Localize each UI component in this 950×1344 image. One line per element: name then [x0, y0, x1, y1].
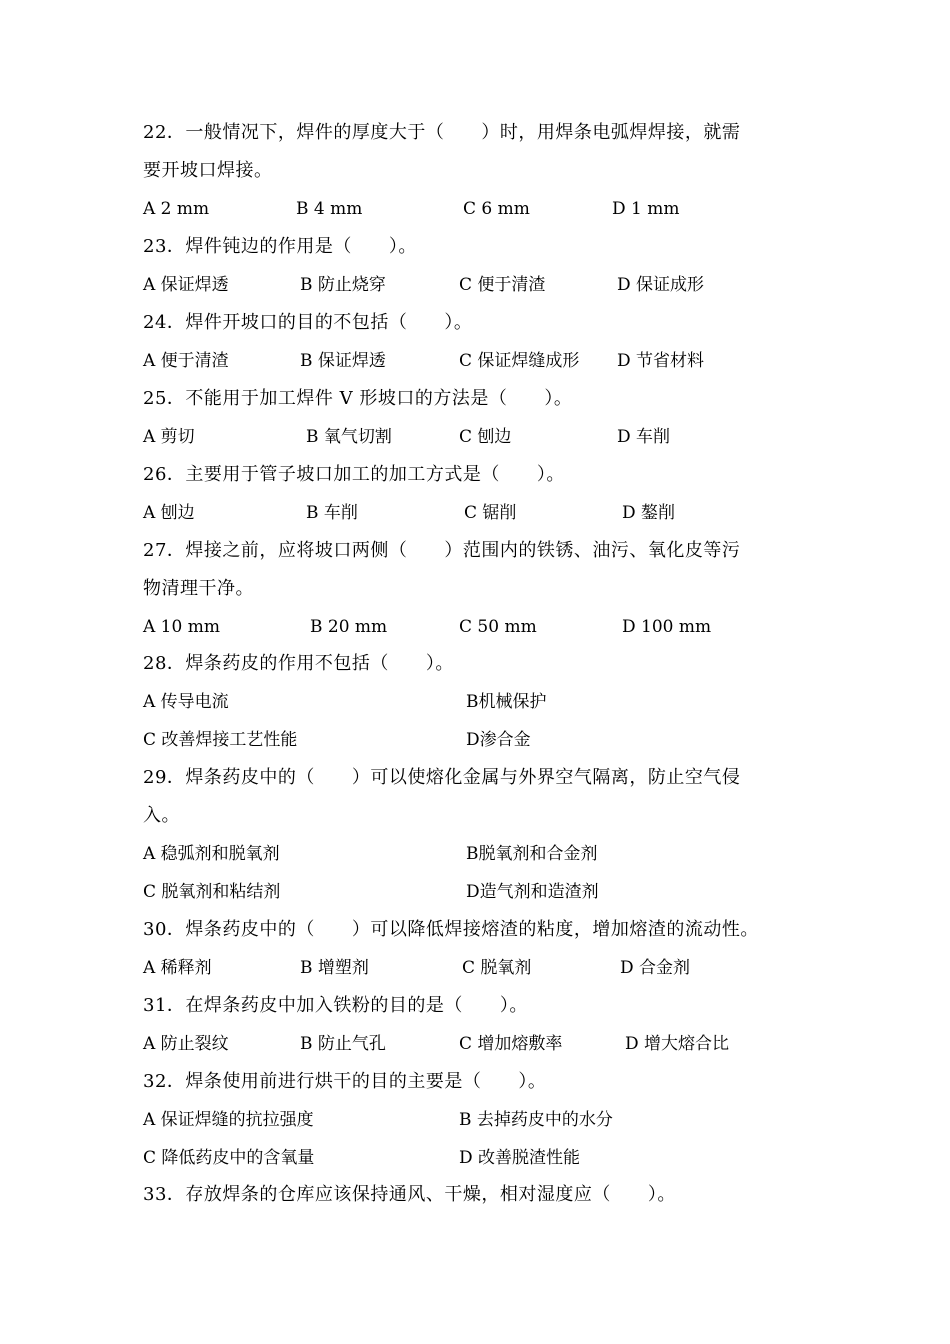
question-25-option-d: D 车削 — [617, 427, 671, 447]
question-31-option-b: B 防止气孔 — [300, 1034, 386, 1054]
question-23-option-b: B 防止烧穿 — [300, 275, 386, 295]
question-23-option-d: D 保证成形 — [617, 275, 705, 295]
question-29-option-c: C 脱氧剂和粘结剂 — [143, 882, 281, 902]
question-29-option-b: B脱氧剂和合金剂 — [466, 844, 598, 864]
question-28-text: 28．焊条药皮的作用不包括（ ）。 — [143, 653, 454, 674]
question-31-text: 31．在焊条药皮中加入铁粉的目的是（ ）。 — [143, 995, 528, 1016]
question-26-option-b: B 车削 — [306, 503, 358, 523]
question-25-option-c: C 刨边 — [459, 427, 512, 447]
question-30-option-d: D 合金剂 — [620, 958, 691, 978]
question-29-option-d: D造气剂和造渣剂 — [466, 882, 599, 902]
question-25-option-a: A 剪切 — [143, 427, 195, 447]
question-26-option-d: D 鏊削 — [622, 503, 676, 523]
question-30-option-b: B 增塑剂 — [300, 958, 369, 978]
question-32-option-a: A 保证焊缝的抗拉强度 — [143, 1110, 314, 1130]
question-22-text-cont: 要开坡口焊接。 — [143, 160, 273, 181]
question-22-option-d: D 1 mm — [612, 199, 680, 219]
question-22-text: 22．一般情况下，焊件的厚度大于（ ）时，用焊条电弧焊焊接，就需 — [143, 122, 741, 143]
question-24-option-c: C 保证焊缝成形 — [459, 351, 580, 371]
question-22-option-a: A 2 mm — [143, 199, 210, 219]
question-30-option-c: C 脱氧剂 — [462, 958, 532, 978]
question-32-option-d: D 改善脱渣性能 — [459, 1148, 581, 1168]
question-25-option-b: B 氧气切割 — [306, 427, 392, 447]
question-32-text: 32．焊条使用前进行烘干的目的主要是（ ）。 — [143, 1071, 547, 1092]
question-23-option-a: A 保证焊透 — [143, 275, 229, 295]
question-31-option-c: C 增加熔敷率 — [459, 1034, 563, 1054]
question-24-option-a: A 便于清渣 — [143, 351, 229, 371]
question-29-text-cont: 入。 — [143, 805, 180, 826]
question-23-text: 23．焊件钝边的作用是（ ）。 — [143, 236, 417, 257]
question-28-option-c: C 改善焊接工艺性能 — [143, 730, 298, 750]
question-23-option-c: C 便于清渣 — [459, 275, 546, 295]
question-27-text-cont: 物清理干净。 — [143, 578, 254, 599]
question-33-text: 33．存放焊条的仓库应该保持通风、干燥，相对湿度应（ ）。 — [143, 1184, 676, 1205]
question-28-option-b: B机械保护 — [466, 692, 547, 712]
question-32-option-c: C 降低药皮中的含氧量 — [143, 1148, 315, 1168]
question-26-option-a: A 刨边 — [143, 503, 195, 523]
question-32-option-b: B 去掉药皮中的水分 — [459, 1110, 613, 1130]
question-30-text: 30．焊条药皮中的（ ）可以降低焊接熔渣的粘度，增加熔渣的流动性。 — [143, 919, 759, 940]
question-24-option-d: D 节省材料 — [617, 351, 705, 371]
question-26-option-c: C 锯削 — [464, 503, 517, 523]
question-31-option-d: D 增大熔合比 — [625, 1034, 730, 1054]
question-29-text: 29．焊条药皮中的（ ）可以使熔化金属与外界空气隔离，防止空气侵 — [143, 767, 741, 788]
question-24-text: 24．焊件开坡口的目的不包括（ ）。 — [143, 312, 473, 333]
question-30-option-a: A 稀释剂 — [143, 958, 212, 978]
question-27-option-d: D 100 mm — [622, 617, 712, 637]
question-27-text: 27．焊接之前，应将坡口两侧（ ）范围内的铁锈、油污、氧化皮等污 — [143, 540, 741, 561]
question-22-option-b: B 4 mm — [296, 199, 363, 219]
question-27-option-c: C 50 mm — [459, 617, 537, 637]
question-25-text: 25．不能用于加工焊件 V 形坡口的方法是（ ）。 — [143, 388, 573, 409]
question-31-option-a: A 防止裂纹 — [143, 1034, 229, 1054]
question-27-option-a: A 10 mm — [143, 617, 220, 637]
question-26-text: 26．主要用于管子坡口加工的加工方式是（ ）。 — [143, 464, 565, 485]
question-28-option-d: D渗合金 — [466, 730, 531, 750]
question-28-option-a: A 传导电流 — [143, 692, 229, 712]
question-22-option-c: C 6 mm — [463, 199, 530, 219]
question-24-option-b: B 保证焊透 — [300, 351, 386, 371]
question-29-option-a: A 稳弧剂和脱氧剂 — [143, 844, 280, 864]
question-27-option-b: B 20 mm — [310, 617, 388, 637]
